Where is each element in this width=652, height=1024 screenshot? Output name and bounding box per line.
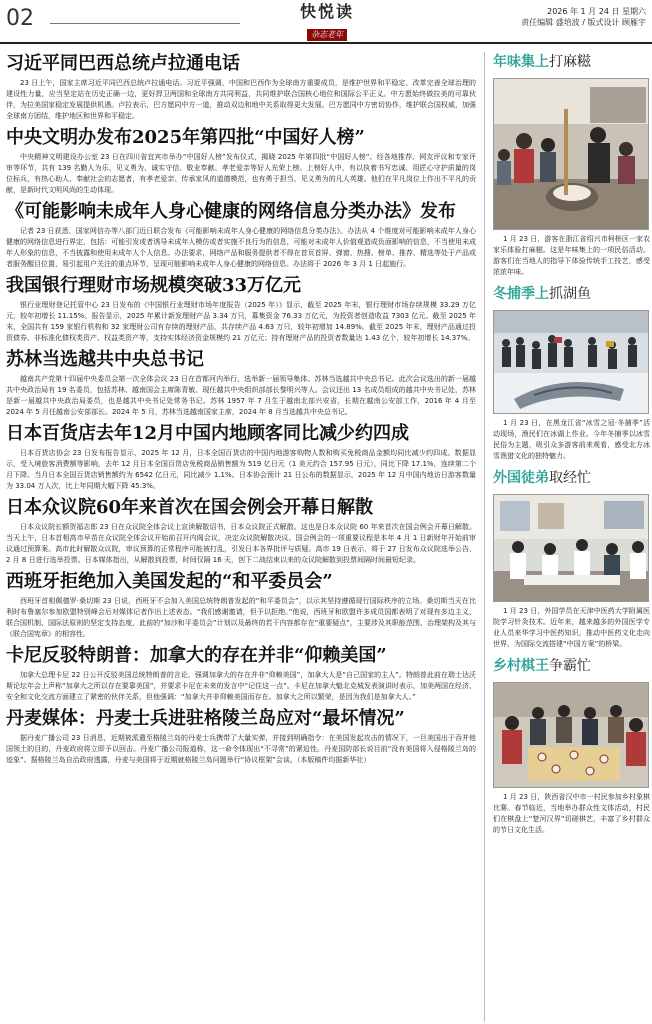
article-headline[interactable]: 《可能影响未成年人身心健康的网络信息分类办法》发布 — [6, 201, 456, 222]
photo-caption: 1 月 23 日，游客在浙江省绍兴市柯桥区一家农家乐体验打麻糍。这是年味集上的一项民俗活动。游客们在当地人的指导下体验传统手工技艺，感受浓浓年味。 — [493, 235, 650, 276]
photo-sidebar — [484, 52, 650, 1022]
header-rule — [0, 42, 652, 44]
foreign-students-scene-photo — [494, 495, 649, 602]
masthead — [292, 2, 362, 41]
article-headline[interactable]: 日本百货店去年12月中国内地顾客同比减少约四成 — [6, 423, 410, 444]
photo-caption: 1 月 23 日，在黑龙江省“冰雪之冠·冬捕季”活动现场，渔民们在冰湖上作业。今年冬捕季以冰雪民俗为主题，吸引众多游客前来观看，感受北方冰雪渔猎文化的独特魅力。 — [493, 419, 650, 460]
winter-fishing-scene-photo — [494, 311, 649, 414]
article-headline[interactable]: 中央文明办发布2025年第四批“中国好人榜” — [6, 127, 365, 148]
article — [6, 126, 476, 196]
article-body: 加拿大总理卡尼 22 日公开反驳美国总统特朗普的言论，强调加拿大的存在并非“仰赖美国”，加拿大人是“自己国家的主人”。特朗普此前在瑞士达沃斯论坛年会上声称“加拿大之所以存在要靠美国”，并要求卡尼在未来的发言中“记住这一点”。卡尼在加拿大魁北克城发表演讲时表示，加美两国在经济、安全和文化交流方面建立了紧密的伙伴关系，但他强调：“加拿大并非仰赖美国而存在。加拿大之所以繁荣，是因为我们是加拿大人。” — [6, 671, 476, 701]
article-body: 记者 23 日获悉，国家网信办等八部门近日联合发布《可能影响未成年人身心健康的网络信息分类办法》。办法从 4 个维度对可能影响未成年人身心健康的网络信息进行界定，包括：可能引发或者诱导未成年人模仿或者实施不良行为的信息，可能对未成年人价值观造成负面影响的信息，不当使用未成年人形象的信息，不当披露和使用未成年人个人信息。办法要求，网络产品和服务提供者不得在首页首屏、弹窗、热搜、榜单、推荐、精选等处于产品或者服务醒目位置、易引起用户关注的重点环节，呈现可能影响未成年人身心健康的网络信息。办法将于 2026 年 3 月 1 日起施行。 — [6, 227, 476, 268]
photo-story-title: 冬捕季上抓湖鱼 — [493, 286, 591, 302]
photo-story-title: 外国徒弟取经忙 — [493, 470, 591, 486]
article-body: 据丹麦广播公司 23 日消息，近期被派遣至格陵兰岛的丹麦士兵携带了大量实弹，并接到明确指令：在美国发起攻击的情况下，一旦美国出于吞并他国领土的目的，丹麦政府将立即予以回击。丹麦广播公司报道称，这一命令体现出“不寻常”的紧迫性。丹麦国防部长说目前“没有美国将入侵格陵兰岛的迹象”。据格陵兰岛自治政府透露，丹麦与美国将于近期就格陵兰岛问题举行“协议框架”会谈。（本版稿件均据新华社） — [6, 734, 476, 764]
rice-cake-scene-photo — [494, 79, 649, 230]
article — [6, 644, 476, 703]
article-body: 西班牙首相佩德罗·桑切斯 23 日说，西班牙不会加入美国总统特朗普发起的“和平委员会”，以示其坚持遵循现行国际秩序的立场。桑切斯当天在比利时布鲁塞尔参加欧盟特别峰会后对媒体记者作出上述表态。“我们感谢邀请，但予以拒绝。”他说，西班牙和欧盟许多成员国都表明了对现有多边主义、联合国机制、国际法原则的坚定支持态度，此前的“加沙和平委员会”计划以及最终的若干内容都存在“重要疑点”，主要涉及其职能范围、治理架构及其与《联合国宪章》的相容性。 — [6, 597, 476, 638]
article-headline[interactable]: 我国银行理财市场规模突破33万亿元 — [6, 275, 302, 296]
article-headline[interactable]: 西班牙拒绝加入美国发起的“和平委员会” — [6, 571, 333, 592]
photo-story — [493, 656, 650, 836]
article-body: 23 日上午，国家主席习近平同巴西总统卢拉通电话。习近平强调，中国和巴西作为全球南方重要成员，是维护世界和平稳定、改革完善全球治理的建设性力量，应当坚定站在历史正确一边，更好捍卫两国和全球南方共同利益，共同维护联合国核心地位和国际公平正义。中方愿始终做拉美的可靠伙伴，为拉美国家稳定发展提供机遇。卢拉表示，巴方愿同中方一道，推动双边和地中关系取得更大发展。巴方愿同中方密切协作，维护联合国权威，加强全球南方团结，维护地区和世界和平稳定。 — [6, 79, 476, 120]
article-headline[interactable]: 丹麦媒体：丹麦士兵进驻格陵兰岛应对“最坏情况” — [6, 708, 405, 729]
photo-story — [493, 284, 650, 462]
page-header — [0, 0, 652, 42]
masthead-subtitle: 杂志老年 — [307, 29, 347, 41]
article — [6, 496, 476, 566]
photo-foreign-students[interactable] — [493, 494, 649, 602]
article — [6, 422, 476, 492]
photo-caption: 1 月 23 日，陕西省汉中市一村民参加乡村象棋比赛。春节临近，当地举办群众性文体活动，村民们在棋盘上“楚河汉界”切磋棋艺，丰富了乡村群众的节日文化生活。 — [493, 793, 650, 834]
photo-story-title: 年味集上打麻糍 — [493, 54, 591, 70]
header-divider — [50, 23, 240, 24]
page-number: 02 — [6, 6, 34, 31]
photo-story-title: 乡村棋王争霸忙 — [493, 658, 591, 674]
photo-story — [493, 52, 650, 278]
article-body: 银行业理财登记托管中心 23 日发布的《中国银行业理财市场年度报告（2025 年）》显示，截至 2025 年末，银行理财市场存续规模 33.29 万亿元，较年初增长 11.15%。报告显示，2025 年累计新发理财产品 3.34 万只，募集资金 76.33 万亿元，为投资者创造收益 7303 亿元。截至 2025 年末，全国共有 159 家银行机构和 32 家理财公司有存续的理财产品，共存续产品 4.63 万只，较年初增加 14.89%。截至 2025 年末，理财产品通过投资债券、非标准化债权类资产、权益类资产等，支持实体经济资金规模约 21 万亿元；持有理财产品的投资者数量达 1.43 亿个，较年初增长 14.37%。 — [6, 301, 476, 342]
article — [6, 570, 476, 640]
article-headline[interactable]: 苏林当选越共中央总书记 — [6, 349, 204, 370]
article — [6, 52, 476, 122]
issue-date: 2026 年 1 月 24 日 星期六 — [547, 7, 646, 16]
village-chess-scene-photo — [494, 683, 649, 788]
photo-story — [493, 468, 650, 650]
article-body: 日本百货店协会 23 日发布报告显示，2025 年 12 月，日本全国百货店的中国内地游客购物人数和购买免税商品金额均同比减少约四成。数据显示，受入境旅客消费额等影响，去年 12 月日本全国百货店免税商品销售额为 519 亿日元（1 美元约合 157.95 日元），同比下降 17.1%，连续第二个月下降。当月日本全国百货店销售额约为 6542 亿日元，同比减少 1.1%。日本协会预计 21 日公布的数据显示，2025 年 12 月中国内地访日游客数量为 33.04 万人次，比上年同期大幅下降 45.3%。 — [6, 449, 476, 490]
photo-caption: 1 月 23 日，外国学员在天津中医药大学附属医院学习针灸技术。近年来，越来越多的外国医学专业人员来华学习中医药知识，推动中医药文化走向世界，为国际交流搭建“中国方案”的桥梁。 — [493, 607, 650, 648]
article-headline[interactable]: 习近平同巴西总统卢拉通电话 — [6, 53, 240, 74]
editor-credit: 责任编辑 盛培波 / 版式设计 顾雁宇 — [521, 18, 646, 27]
article — [6, 200, 476, 270]
main-column — [6, 52, 476, 1022]
photo-village-chess[interactable] — [493, 682, 649, 788]
article-body: 中央精神文明建设办公室 23 日在四川省宜宾市举办“中国好人榜”发布仪式，揭晓 2025 年第四批“中国好人榜”。经各地推荐、网友评议和专家评审等环节，共有 139 名勤人为乐、见义勇为、诚实守信、敬业奉献、孝老爱亲等好人光荣上榜。上榜好人中，有以执着书写忠诚、用匠心守护质量的岗位标兵，有热心助人、奉献社会的志愿者，有孝老爱亲、传承家风的道德模范，也有勇于担当、见义勇为的凡人英雄。他们在平凡岗位上作出不平凡的贡献，是新时代文明风尚的生动体现。 — [6, 153, 476, 194]
photo-winter-fishing[interactable] — [493, 310, 649, 414]
article — [6, 707, 476, 766]
article-body: 越南共产党第十四届中央委员会第一次全体会议 23 日在首都河内举行，选举新一届领导集体。苏林当选越共中央总书记。此次会议选出的新一届越共中央政治局有 19 名委员，包括苏林、越南国会主席陈青敏、现任越共中央组织部部长黎明兴等人。会议还出 13 名成员组成的越共中央书记处，苏林是新一届越共中央政治局委员，也是越共中央书记处常务书记。苏林 1957 年 7 月生于越南北部兴安省，长期在越南公安部工作，2016 年 4 月至 2024 年 5 月任越南公安部部长。2024 年 5 月，苏林当选越南国家主席，2024 年 8 月当选越共中央总书记。 — [6, 375, 476, 416]
article — [6, 274, 476, 344]
photo-rice-cake[interactable] — [493, 78, 649, 230]
masthead-title: 快悦读 — [299, 2, 354, 21]
article-headline[interactable]: 卡尼反驳特朗普：加拿大的存在并非“仰赖美国” — [6, 645, 387, 666]
article-headline[interactable]: 日本众议院60年来首次在国会例会开幕日解散 — [6, 497, 374, 518]
header-meta — [521, 6, 646, 28]
article-body: 日本众议院长额贺福志郎 23 日在众议院全体会议上宣读解散诏书，日本众议院正式解散。这也是日本众议院 60 年来首次在国会例会开幕日解散。当天上午，日本首相高市早苗在众议院全体会议开始前召开内阁会议，决定众议院解散决议。国会例会的一项重要议程是本年 4 月 1 日新财年开始前审议通过预算案。高市此时解散众议院，审议预算的正常程序可能被打乱，引发日本各界批评与质疑。高市 19 日表示，将于 27 日发布众议院选举公告，2 月 8 日进行选举投票。日本媒体指出，从解散到投票，时间仅隔 16 天，创下二战结束以来的众议院解散到投票间隔时间最短纪录。 — [6, 523, 476, 564]
article — [6, 348, 476, 418]
